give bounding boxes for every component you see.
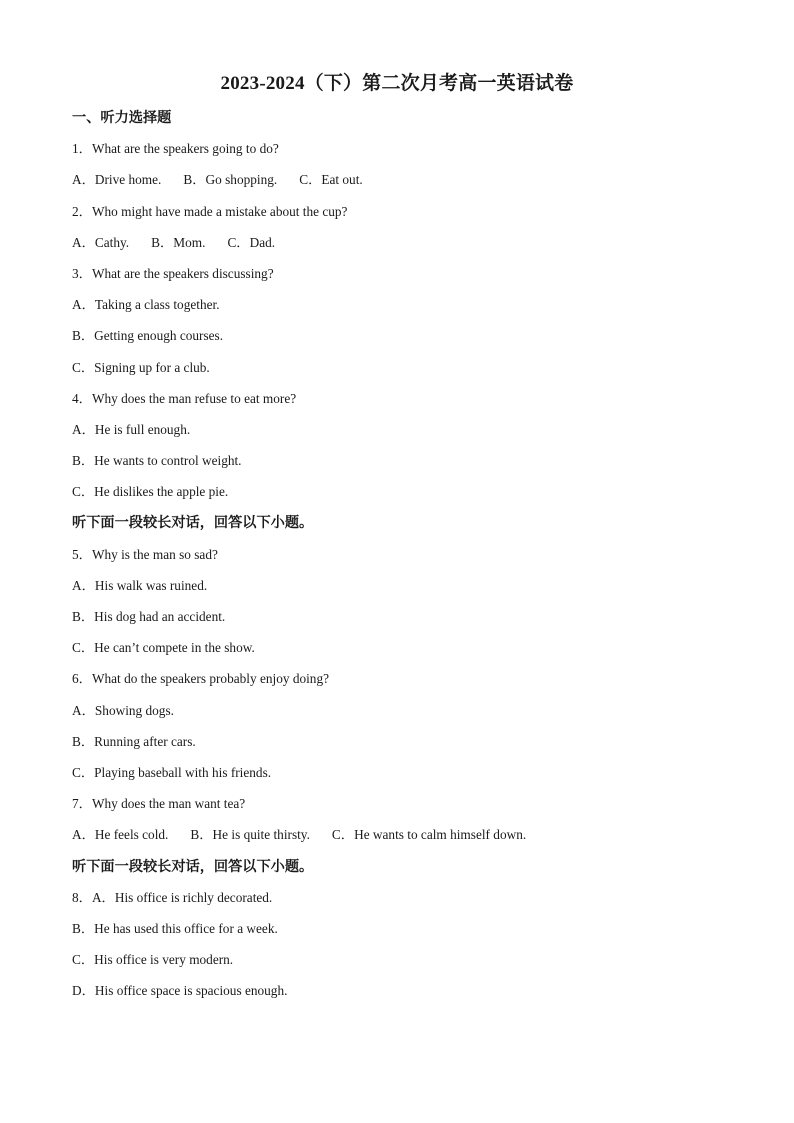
question-4-option-b: B．He wants to control weight. — [72, 453, 242, 469]
question-3-option-b: B．Getting enough courses. — [72, 328, 224, 344]
instruction-heading-2: 听下面一段较长对话，回答以下小题。 — [72, 858, 314, 875]
question-1-option-a: A．Drive home. — [72, 172, 162, 188]
question-1-stem: 1．What are the speakers going to do? — [72, 141, 279, 157]
question-2-option-a: A．Cathy. — [72, 234, 130, 250]
question-5-stem: 5．Why is the man so sad? — [72, 546, 218, 562]
question-3-stem: 3．What are the speakers discussing? — [72, 265, 274, 281]
question-4-option-a: A．He is full enough. — [72, 421, 191, 437]
question-7-option-a: A．He feels cold. — [72, 827, 169, 843]
question-7-option-b: B．He is quite thirsty. — [190, 827, 310, 843]
question-7-option-c: C．He wants to calm himself down. — [331, 827, 527, 843]
question-3-option-c: C．Signing up for a club. — [72, 359, 210, 375]
question-2-option-b: B．Mom. — [151, 234, 206, 250]
question-2-option-c: C．Dad. — [227, 234, 276, 250]
question-5-option-b: B．His dog had an accident. — [72, 609, 226, 624]
question-1-option-b: B．Go shopping. — [183, 172, 278, 188]
question-2-stem: 2．Who might have made a mistake about the cup? — [72, 203, 348, 219]
instruction-heading-1: 听下面一段较长对话，回答以下小题。 — [72, 515, 314, 532]
question-8-option-c: C．His office is very modern. — [72, 952, 234, 968]
question-6-option-c: C．Playing baseball with his friends. — [72, 764, 272, 780]
question-8-option-d: D．His office space is spacious enough. — [72, 983, 288, 999]
question-8-option-b: B．He has used this office for a week. — [72, 920, 278, 936]
question-2-options — [72, 231, 732, 262]
question-4-option-c: C．He dislikes the apple pie. — [72, 484, 229, 500]
question-7-stem: 7．Why does the man want tea? — [72, 796, 246, 812]
question-1-options — [72, 168, 732, 199]
question-6-stem: 6．What do the speakers probably enjoy doing? — [72, 671, 330, 687]
question-5-option-c: C．He can’t compete in the show. — [72, 640, 255, 656]
question-1-option-c: C．Eat out. — [299, 172, 363, 188]
question-5-option-a: A．His walk was ruined. — [72, 577, 208, 593]
exam-content — [72, 106, 732, 1010]
question-6-option-b: B．Running after cars. — [72, 733, 196, 749]
section-heading: 一、听力选择题 — [72, 110, 172, 126]
question-6-option-a: A．Showing dogs. — [72, 702, 174, 718]
question-3-option-a: A．Taking a class together. — [72, 297, 220, 313]
page-title: 2023-2024（下）第二次月考高一英语试卷 — [220, 73, 574, 94]
question-7-options — [72, 823, 732, 854]
question-8-option-a: 8．A．His office is richly decorated. — [72, 889, 273, 905]
question-4-stem: 4．Why does the man refuse to eat more? — [72, 390, 297, 406]
